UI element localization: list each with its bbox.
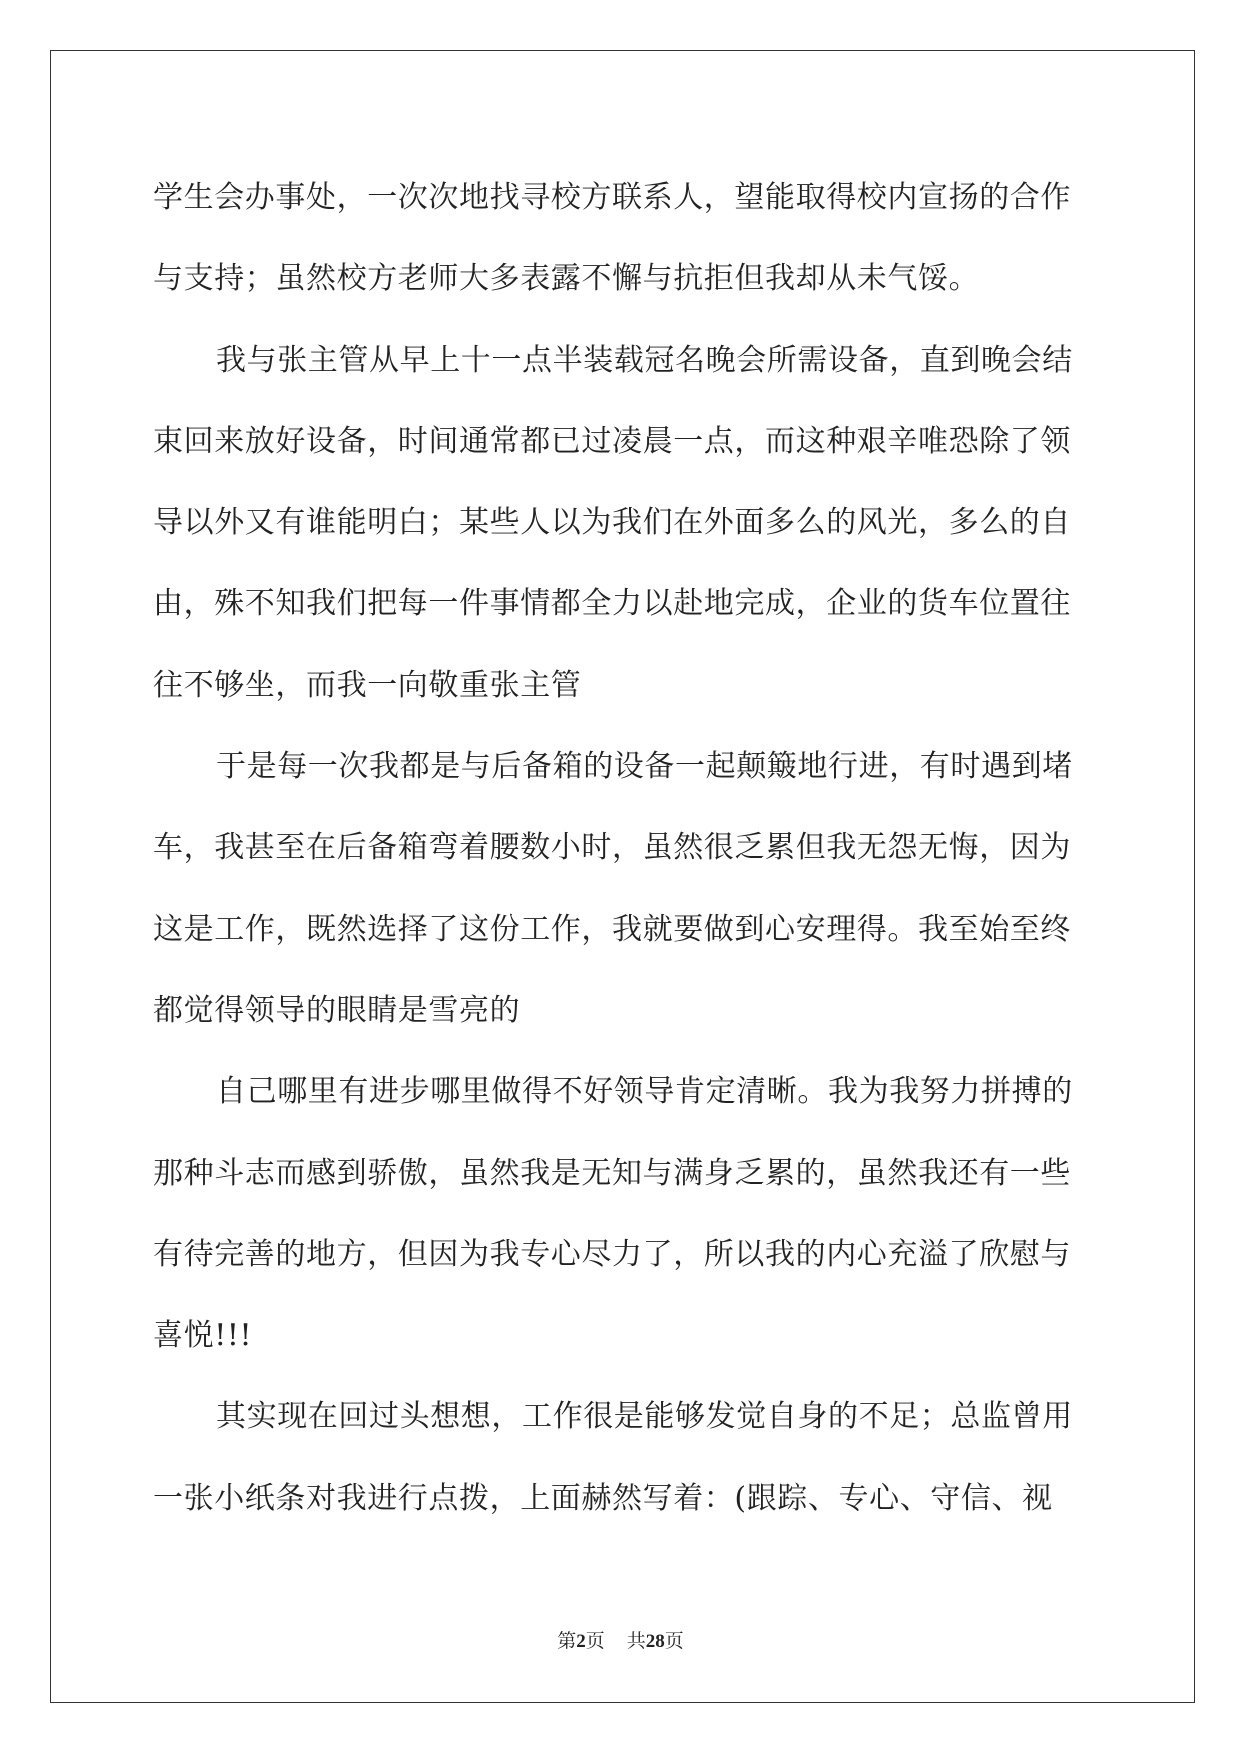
- text-line: 导以外又有谁能明白；某些人以为我们在外面多么的风光，多么的自: [153, 505, 1071, 541]
- total-suffix: 页: [664, 1631, 684, 1652]
- text-line: 车，我甚至在后备箱弯着腰数小时，虽然很乏累但我无怨无悔，因为: [153, 830, 1071, 866]
- paragraph-start-line: 自己哪里有进步哪里做得不好领导肯定清晰。我为我努力拼搏的: [216, 1074, 1073, 1110]
- text-line: 往不够坐，而我一向敬重张主管: [153, 667, 582, 703]
- page-prefix: 第: [557, 1631, 577, 1652]
- text-line: 与支持；虽然校方老师大多表露不懈与抗拒但我却从未气馁。: [153, 261, 980, 297]
- total-pages: 28: [645, 1631, 665, 1652]
- paragraph-start-line: 我与张主管从早上十一点半装载冠名晚会所需设备，直到晚会结: [216, 342, 1073, 378]
- text-line: 由，殊不知我们把每一件事情都全力以赴地完成，企业的货车位置往: [153, 586, 1071, 622]
- text-line: 束回来放好设备，时间通常都已过凌晨一点，而这种艰辛唯恐除了领: [153, 423, 1071, 459]
- total-prefix: 共: [626, 1631, 646, 1652]
- paragraph-start-line: 其实现在回过头想想，工作很是能够发觉自身的不足；总监曾用: [216, 1399, 1073, 1435]
- paragraph-start-line: 于是每一次我都是与后备箱的设备一起颠簸地行进，有时遇到堵: [216, 749, 1073, 785]
- text-line: 那种斗志而感到骄傲，虽然我是无知与满身乏累的，虽然我还有一些: [153, 1155, 1071, 1191]
- text-line: 一张小纸条对我进行点拨，上面赫然写着：(跟踪、专心、守信、视: [153, 1480, 1053, 1516]
- text-line: 都觉得领导的眼睛是雪亮的: [153, 992, 521, 1028]
- page-number: 2: [576, 1631, 586, 1652]
- text-line: 这是工作，既然选择了这份工作，我就要做到心安理得。我至始至终: [153, 911, 1071, 947]
- page-suffix: 页: [585, 1631, 605, 1652]
- text-line: 有待完善的地方，但因为我专心尽力了，所以我的内心充溢了欣慰与: [153, 1236, 1071, 1272]
- document-body: [153, 157, 1093, 1539]
- text-line: 喜悦!!!: [153, 1318, 253, 1354]
- page-footer: [0, 1630, 1241, 1654]
- text-line: 学生会办事处，一次次地找寻校方联系人，望能取得校内宣扬的合作: [153, 180, 1071, 215]
